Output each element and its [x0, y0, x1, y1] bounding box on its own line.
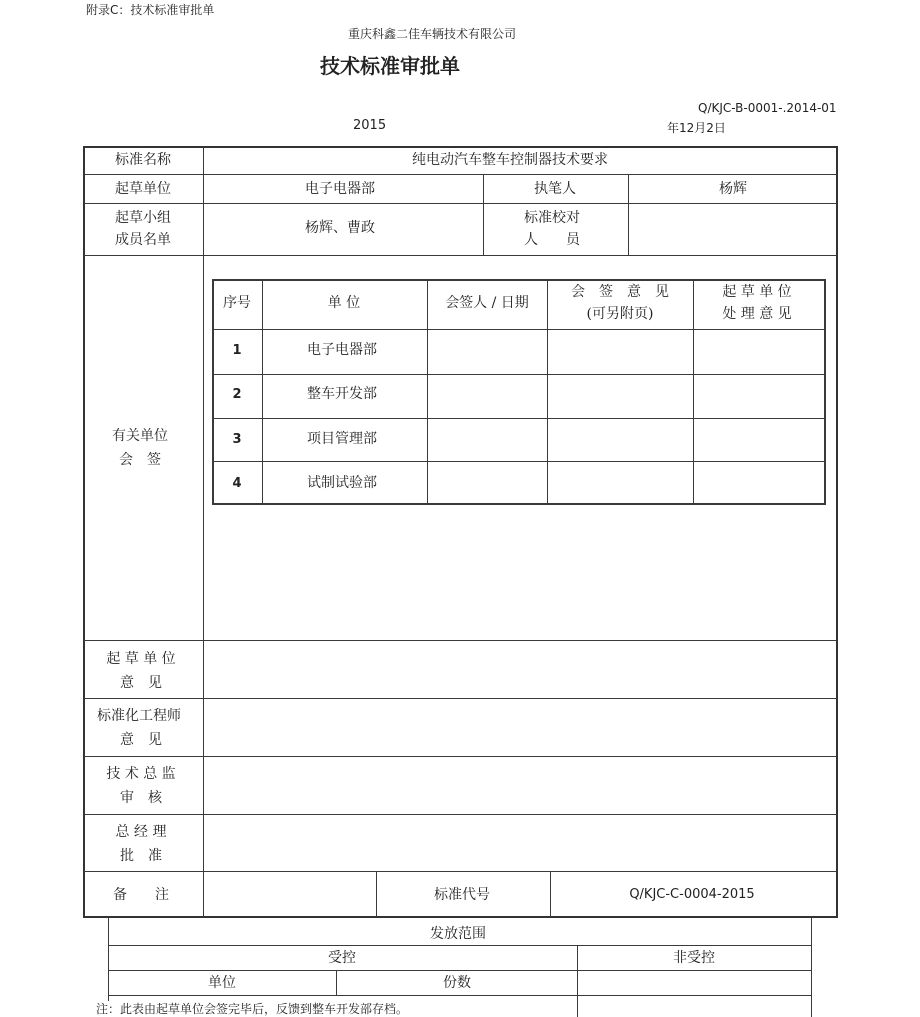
- gm-label-line1: 总 经 理: [115, 824, 167, 840]
- page-title: 技术标准审批单: [320, 54, 460, 78]
- draft-opinion-label-line2: 意 见: [120, 675, 162, 691]
- director-label-line1: 技 术 总 监: [106, 766, 176, 782]
- author-value: 杨辉: [719, 181, 747, 197]
- engineer-label-line2: 意 见: [120, 732, 162, 748]
- drafting-unit-value: 电子电器部: [305, 181, 375, 197]
- remarks-label: 备 注: [113, 887, 169, 903]
- footnote: 注：此表由起草单位会签完毕后，反馈到整车开发部存档。: [96, 1001, 412, 1017]
- group-members-value: 杨辉、曹政: [305, 220, 375, 236]
- header-opinion-line1: 会 签 意 见: [571, 284, 669, 300]
- document-date: 年12月2日: [667, 121, 726, 135]
- header-unit: 单 位: [327, 295, 361, 311]
- document-year: 2015: [353, 118, 387, 133]
- header-signer-date: 会签人 / 日期: [445, 295, 529, 311]
- engineer-label-line1: 标准化工程师: [97, 708, 181, 724]
- std-code-label: 标准代号: [434, 887, 490, 903]
- row-4-unit: 试制试验部: [307, 475, 377, 491]
- header-opinion-line2: (可另附页): [586, 306, 654, 322]
- director-label-line2: 审 核: [120, 790, 162, 806]
- countersign-label-line2: 会 签: [119, 452, 161, 468]
- countersign-label-line1: 有关单位: [112, 428, 168, 444]
- std-code-value: Q/KJC-C-0004-2015: [629, 887, 755, 902]
- proofreader-label-line2: 人 员: [524, 232, 580, 248]
- author-label: 执笔人: [534, 181, 576, 197]
- group-label-line1: 起草小组: [115, 210, 171, 226]
- distribution-unit: 单位: [208, 975, 236, 991]
- appendix-label: 附录C：技术标准审批单: [86, 3, 215, 17]
- document-code: Q/KJC-B-0001-.2014-01: [698, 101, 837, 115]
- row-4-no: 4: [232, 476, 242, 491]
- header-handling-line2: 处 理 意 见: [722, 306, 792, 322]
- company-name: 重庆科鑫二佳车辆技术有限公司: [347, 27, 517, 41]
- gm-label-line2: 批 准: [120, 848, 162, 864]
- row-3-unit: 项目管理部: [307, 431, 377, 447]
- distribution-uncontrolled: 非受控: [673, 950, 715, 966]
- header-no: 序号: [223, 295, 251, 311]
- row-1-unit: 电子电器部: [307, 342, 377, 358]
- row-2-no: 2: [232, 387, 242, 402]
- row-1-no: 1: [232, 343, 242, 358]
- draft-opinion-label-line1: 起 草 单 位: [106, 651, 176, 667]
- header-handling-line1: 起 草 单 位: [722, 284, 792, 300]
- distribution-copies: 份数: [443, 975, 471, 991]
- distribution-title: 发放范围: [430, 926, 486, 942]
- row-2-unit: 整车开发部: [307, 386, 377, 402]
- row-3-no: 3: [232, 432, 242, 447]
- proofreader-label-line1: 标准校对: [524, 210, 580, 226]
- standard-name-value: 纯电动汽车整车控制器技术要求: [412, 152, 608, 168]
- standard-name-label: 标准名称: [115, 152, 171, 168]
- group-label-line2: 成员名单: [115, 232, 171, 248]
- approval-form: [83, 146, 838, 918]
- drafting-unit-label: 起草单位: [115, 181, 171, 197]
- distribution-controlled: 受控: [328, 950, 356, 966]
